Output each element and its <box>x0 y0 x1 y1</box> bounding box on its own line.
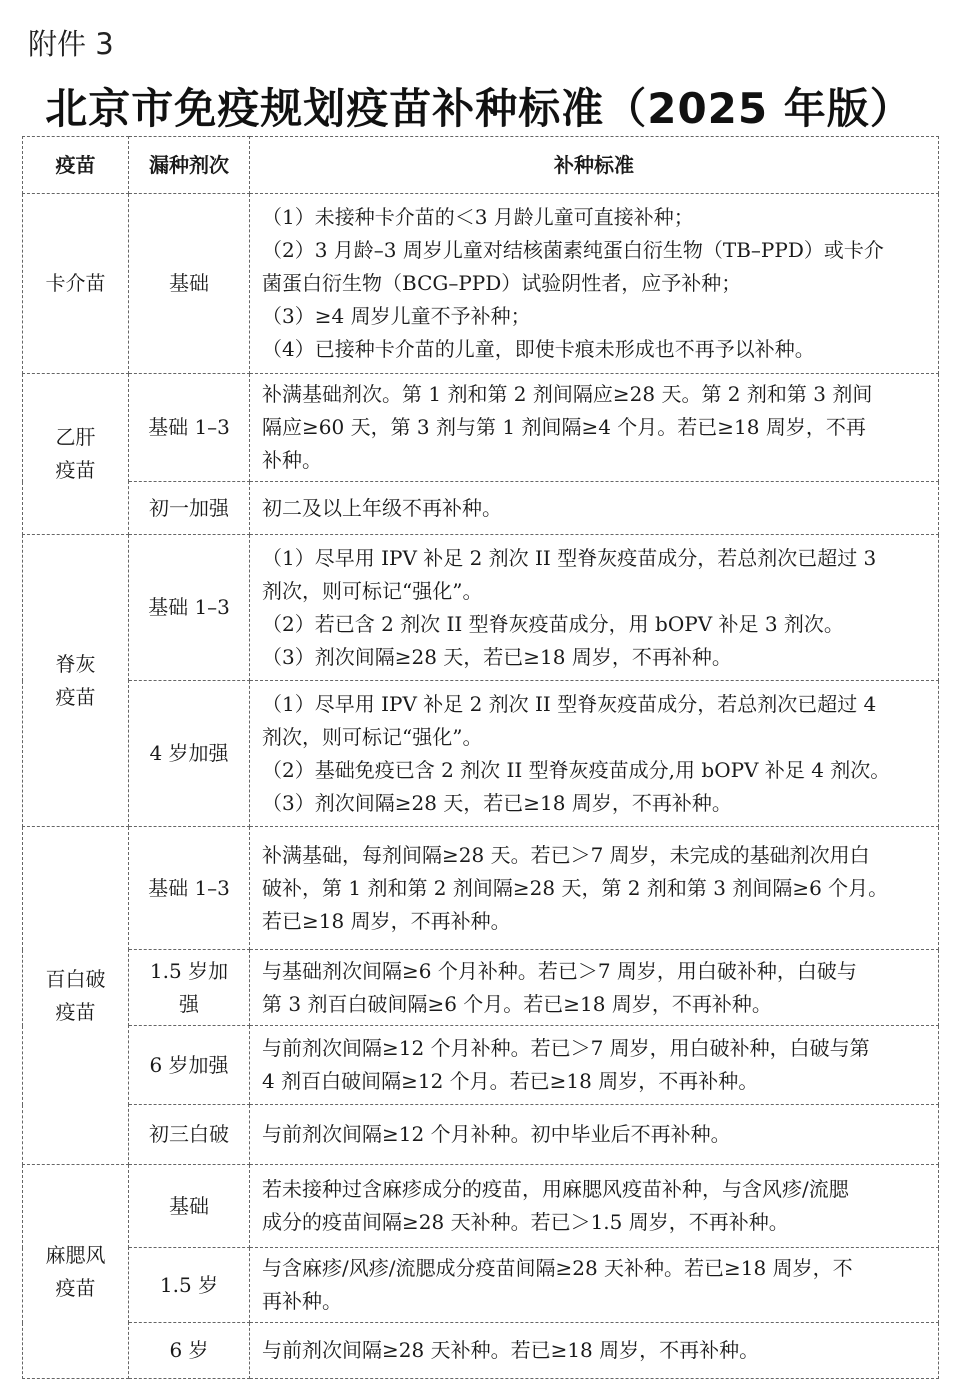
table-row <box>23 1026 939 1105</box>
standard-line: （3）剂次间隔≥28 天，若已≥18 周岁，不再补种。 <box>262 790 732 815</box>
missed-dose-cell <box>129 1026 250 1105</box>
standard-line: 与含麻疹/风疹/流腮成分疫苗间隔≥28 天补种。若已≥18 周岁，不 <box>262 1256 853 1280</box>
missed-dose-line: 6 岁加强 <box>149 1052 229 1077</box>
missed-dose-cell <box>129 1323 250 1379</box>
standard-line: （2）3 月龄–3 周岁儿童对结核菌素纯蛋白衍生物（TB–PPD）或卡介 <box>262 238 884 262</box>
attachment-label: 附件 3 <box>28 27 114 61</box>
standard-line: （1）尽早用 IPV 补足 2 剂次 II 型脊灰疫苗成分，若总剂次已超过 4 <box>262 691 877 716</box>
table-row <box>23 194 939 374</box>
standard-line: （3）≥4 周岁儿童不予补种； <box>262 304 531 328</box>
standard-cell <box>250 1323 939 1379</box>
missed-dose-line: 基础 1–3 <box>148 595 230 619</box>
table-row <box>23 374 939 482</box>
missed-dose-line: 基础 1–3 <box>148 415 230 439</box>
standard-line: （2）基础免疫已含 2 剂次 II 型脊灰疫苗成分,用 bOPV 补足 4 剂次。 <box>262 757 891 782</box>
vaccine-name-cell <box>23 194 129 374</box>
standard-cell <box>250 535 939 681</box>
table-row <box>23 950 939 1026</box>
standard-line: 补满基础，每剂间隔≥28 天。若已＞7 周岁，未完成的基础剂次用白 <box>262 842 870 867</box>
missed-dose-cell <box>129 1165 250 1248</box>
vaccine-name-line: 脊灰 <box>55 651 96 676</box>
missed-dose-line: 强 <box>179 991 199 1016</box>
missed-dose-cell <box>129 681 250 827</box>
page-title: 北京市免疫规划疫苗补种标准（2025 年版） <box>45 84 913 133</box>
standard-line: 4 剂百白破间隔≥12 个月。若已≥18 周岁，不再补种。 <box>262 1069 759 1093</box>
header-missed-dose: 漏种剂次 <box>129 137 250 194</box>
vaccine-name-line: 卡介苗 <box>45 271 106 295</box>
standard-line: 初二及以上年级不再补种。 <box>262 495 502 520</box>
table-row <box>23 681 939 827</box>
missed-dose-cell <box>129 827 250 950</box>
missed-dose-cell <box>129 1248 250 1323</box>
standard-line: （3）剂次间隔≥28 天，若已≥18 周岁，不再补种。 <box>262 644 732 669</box>
missed-dose-cell <box>129 482 250 535</box>
header-standard: 补种标准 <box>250 137 939 194</box>
table-header-row <box>23 137 939 194</box>
vaccine-name-cell <box>23 827 129 1165</box>
table-row <box>23 1165 939 1248</box>
standard-line: 补满基础剂次。第 1 剂和第 2 剂间隔应≥28 天。第 2 剂和第 3 剂间 <box>262 382 873 406</box>
vaccine-name-cell <box>23 535 129 827</box>
table-body <box>23 194 939 1379</box>
missed-dose-cell <box>129 1105 250 1165</box>
standard-cell <box>250 950 939 1026</box>
standard-cell <box>250 681 939 827</box>
standard-cell <box>250 1026 939 1105</box>
standard-line: 与前剂次间隔≥12 个月补种。若已＞7 周岁，用白破补种，白破与第 <box>262 1036 870 1060</box>
standard-cell <box>250 194 939 374</box>
vaccine-name-line: 麻腮风 <box>45 1242 106 1267</box>
missed-dose-cell <box>129 374 250 482</box>
missed-dose-cell <box>129 194 250 374</box>
missed-dose-cell <box>129 535 250 681</box>
vaccine-name-line: 疫苗 <box>55 684 96 709</box>
standard-cell <box>250 1105 939 1165</box>
vaccine-name-cell <box>23 374 129 535</box>
header-vaccine: 疫苗 <box>23 137 129 194</box>
vaccine-name-line: 乙肝 <box>55 425 96 449</box>
missed-dose-line: 初三白破 <box>149 1122 229 1146</box>
standard-line: （1）尽早用 IPV 补足 2 剂次 II 型脊灰疫苗成分，若总剂次已超过 3 <box>262 545 877 570</box>
standard-line: 与基础剂次间隔≥6 个月补种。若已＞7 周岁，用白破补种，白破与 <box>262 958 857 983</box>
vaccine-name-line: 疫苗 <box>55 999 96 1024</box>
missed-dose-line: 4 岁加强 <box>149 741 229 765</box>
standard-cell <box>250 482 939 535</box>
standard-line: 破补，第 1 剂和第 2 剂间隔≥28 天，第 2 剂和第 3 剂间隔≥6 个月。 <box>262 875 889 900</box>
standard-line: 成分的疫苗间隔≥28 天补种。若已＞1.5 周岁，不再补种。 <box>262 1210 789 1234</box>
standard-line: 再补种。 <box>262 1289 342 1313</box>
standard-line: （2）若已含 2 剂次 II 型脊灰疫苗成分，用 bOPV 补足 3 剂次。 <box>262 611 844 636</box>
standard-line: 补种。 <box>262 448 322 472</box>
table-row <box>23 827 939 950</box>
standard-line: （4）已接种卡介苗的儿童，即使卡痕未形成也不再予以补种。 <box>262 337 815 361</box>
missed-dose-line: 初一加强 <box>149 495 229 520</box>
missed-dose-cell <box>129 950 250 1026</box>
missed-dose-line: 基础 1–3 <box>148 875 230 900</box>
standard-line: 第 3 剂百白破间隔≥6 个月。若已≥18 周岁，不再补种。 <box>262 991 772 1016</box>
standard-line: 菌蛋白衍生物（BCG–PPD）试验阴性者，应予补种； <box>262 271 742 295</box>
vaccine-name-line: 疫苗 <box>55 1275 96 1300</box>
missed-dose-line: 基础 <box>169 1193 209 1218</box>
standard-line: 剂次，则可标记“强化”。 <box>262 724 483 749</box>
missed-dose-line: 基础 <box>169 271 209 295</box>
table-row <box>23 1248 939 1323</box>
standard-cell <box>250 1165 939 1248</box>
missed-dose-line: 6 岁 <box>169 1338 209 1362</box>
table-row <box>23 1323 939 1379</box>
vaccine-name-line: 疫苗 <box>55 458 96 482</box>
standard-line: 若未接种过含麻疹成分的疫苗，用麻腮风疫苗补种，与含风疹/流腮 <box>262 1177 849 1201</box>
table-row <box>23 482 939 535</box>
catch-up-table <box>22 136 939 1379</box>
standard-line: （1）未接种卡介苗的＜3 月龄儿童可直接补种； <box>262 205 694 229</box>
standard-line: 剂次，则可标记“强化”。 <box>262 578 483 603</box>
standard-cell <box>250 827 939 950</box>
standard-line: 隔应≥60 天，第 3 剂与第 1 剂间隔≥4 个月。若已≥18 周岁，不再 <box>262 415 866 439</box>
standard-cell <box>250 374 939 482</box>
standard-line: 与前剂次间隔≥28 天补种。若已≥18 周岁，不再补种。 <box>262 1338 760 1362</box>
standard-line: 与前剂次间隔≥12 个月补种。初中毕业后不再补种。 <box>262 1122 731 1146</box>
table-row <box>23 1105 939 1165</box>
table-row <box>23 535 939 681</box>
standard-cell <box>250 1248 939 1323</box>
vaccine-name-cell <box>23 1165 129 1379</box>
vaccine-name-line: 百白破 <box>45 966 106 991</box>
missed-dose-line: 1.5 岁加 <box>149 958 229 983</box>
standard-line: 若已≥18 周岁，不再补种。 <box>262 908 511 933</box>
missed-dose-line: 1.5 岁 <box>159 1272 219 1297</box>
